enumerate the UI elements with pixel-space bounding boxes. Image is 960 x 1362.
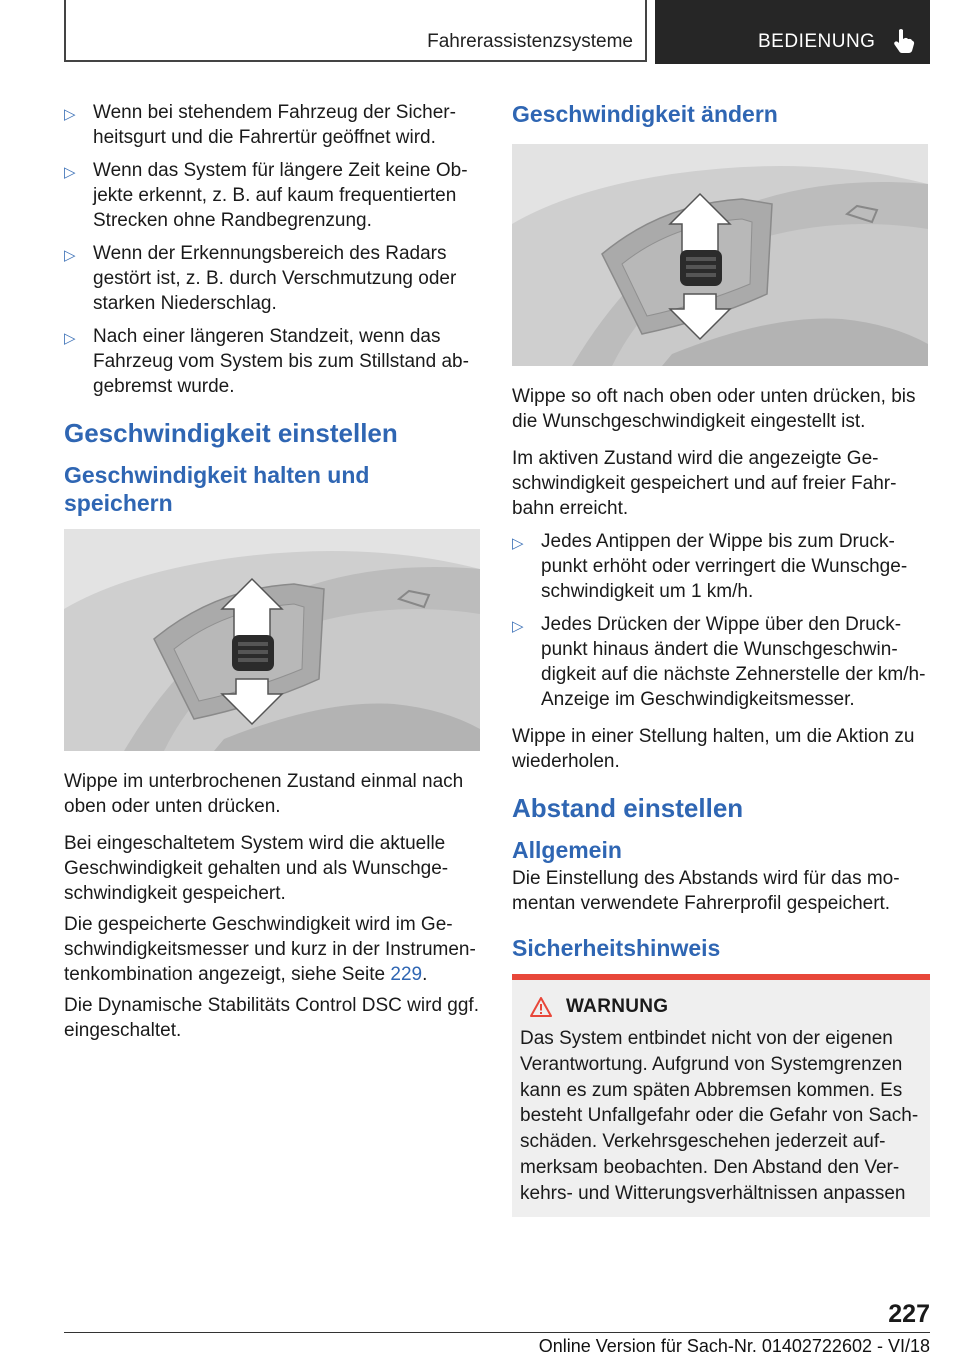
steering-wheel-rocker-image — [64, 529, 480, 751]
steering-wheel-rocker-image — [512, 144, 928, 366]
list-item: ▷ Wenn der Erkennungsbereich des Radars gestört ist, z. B. durch Verschmutzung oder starken Niederschlag. — [64, 243, 457, 314]
section-title: Fahrerassistenzsysteme — [427, 31, 633, 52]
paragraph: Die Einstellung des Abstands wird für das momentan verwendete Fahrerprofil gespeichert. — [512, 868, 900, 914]
page-number: 227 — [888, 1300, 930, 1328]
heading-general: Allgemein — [512, 837, 622, 863]
bullet-triangle-icon: ▷ — [512, 535, 524, 552]
right-column — [512, 100, 930, 1217]
paragraph: Wippe im unterbrochenen Zustand einmal nach oben oder unten drücken. — [64, 771, 464, 817]
paragraph: Die gespeicherte Geschwindigkeit wird im Geschwindigkeitsmesser und kurz in der Instrumentenkombination angezeigt, siehe Seite 229. — [64, 914, 476, 985]
list-item: ▷ Jedes Antippen der Wippe bis zum Druckpunkt erhöht oder verringert die Wunschgeschwindigkeit um 1 km/h. — [512, 531, 908, 602]
chapter-tab — [655, 0, 930, 64]
bullet-triangle-icon: ▷ — [64, 164, 76, 181]
paragraph: Wippe in einer Stellung halten, um die Aktion zu wiederholen. — [512, 726, 915, 772]
bullet-triangle-icon: ▷ — [512, 618, 524, 635]
warning-triangle-icon — [530, 997, 552, 1017]
heading-set-speed: Geschwindigkeit einstellen — [64, 418, 398, 448]
paragraph: Im aktiven Zustand wird die angezeigte Geschwindigkeit gespeichert und auf freier Fahrbahn erreicht. — [512, 448, 897, 519]
list-item: ▷ Jedes Drücken der Wippe über den Druckpunkt hinaus ändert die Wunschgeschwindigkeit auf die nächste Zehnerstelle der km/h-Anzeige im Geschwindigkeitsmesser. — [512, 614, 926, 710]
warning-title: WARNUNG — [566, 996, 669, 1017]
page-reference-link[interactable]: 229 — [390, 964, 423, 985]
warning-header — [520, 996, 922, 1018]
page-header — [64, 0, 930, 64]
list-item: ▷ Wenn bei stehendem Fahrzeug der Sicherheitsgurt und die Fahrertür geöffnet wird. — [64, 102, 456, 148]
warning-text: Das System entbindet nicht von der eigenen Verantwortung. Aufgrund von Systemgrenzen kann es zum späten Abbremsen kommen. Es besteht Unfallgefahr oder die Gefahr von Sachschäden. Verkehrsgeschehen jederzeit aufmerksam beobachten. Den Abstand den Verkehrs- und Witterungsverhältnissen anpassen — [520, 1028, 919, 1204]
paragraph: Bei eingeschaltetem System wird die aktuelle Geschwindigkeit gehalten und als Wunschgeschwindigkeit gespeichert. — [64, 833, 449, 904]
chapter-title: BEDIENUNG — [758, 31, 876, 52]
heading-change-speed: Geschwindigkeit ändern — [512, 101, 778, 127]
section-tab — [64, 0, 647, 62]
heading-safety-note: Sicherheitshinweis — [512, 935, 721, 961]
pointing-hand-icon — [893, 28, 915, 54]
condition-list — [64, 100, 482, 399]
list-item: ▷ Nach einer längeren Standzeit, wenn das Fahrzeug vom System bis zum Stillstand abgebremst wurde. — [64, 326, 469, 397]
footer-version-text: Online Version für Sach-Nr. 01402722602 - VI/18 — [538, 1336, 930, 1356]
adjustment-list — [512, 529, 930, 712]
left-column — [64, 100, 482, 1055]
list-item: ▷ Wenn das System für längere Zeit keine Objekte erkennt, z. B. auf kaum frequentierten Strecken ohne Randbegrenzung. — [64, 160, 468, 231]
footer-divider — [64, 1332, 930, 1333]
bullet-triangle-icon: ▷ — [64, 106, 76, 123]
paragraph: Die Dynamische Stabilitäts Control DSC wird ggf. eingeschaltet. — [64, 995, 479, 1041]
warning-box — [512, 974, 930, 1217]
paragraph: Wippe so oft nach oben oder unten drücken, bis die Wunschgeschwindigkeit eingestellt ist. — [512, 386, 916, 432]
bullet-triangle-icon: ▷ — [64, 247, 76, 264]
bullet-triangle-icon: ▷ — [64, 330, 76, 347]
heading-set-distance: Abstand einstellen — [512, 793, 744, 823]
heading-hold-speed: Geschwindigkeit halten und speichern — [64, 462, 370, 516]
